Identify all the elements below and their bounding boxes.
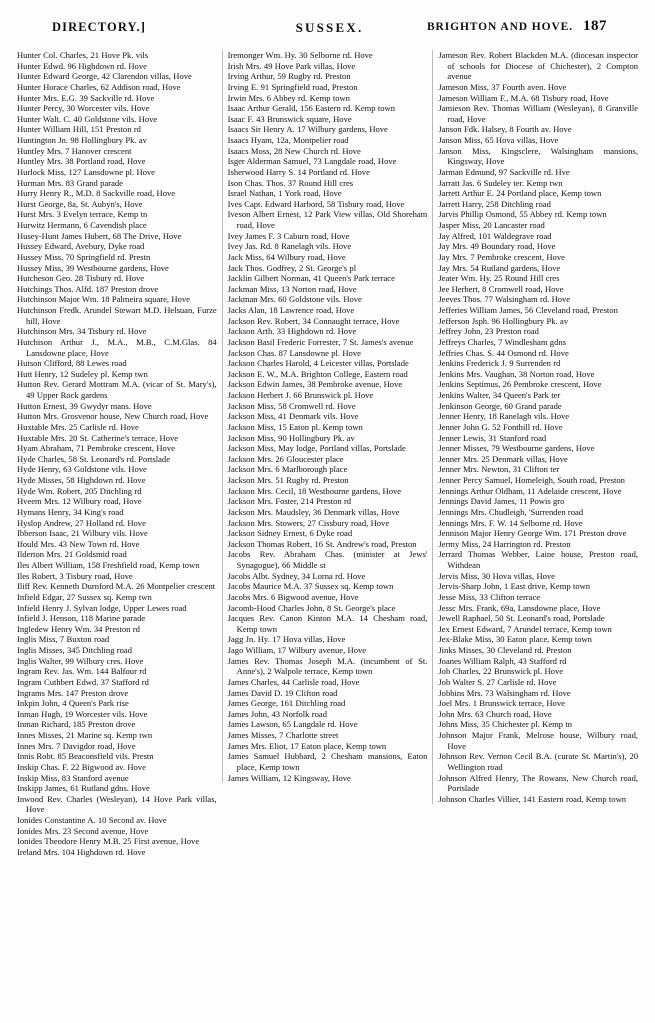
directory-entry: Jackman Miss, 13 Norton road, Hove <box>227 283 357 294</box>
directory-entry: Inskipp James, 61 Rutland gdns. Hove <box>17 783 150 794</box>
directory-entry: Jerrard Thomas Webber, Laine house, Preston road, Withdean <box>438 549 639 570</box>
directory-entry: Isaacs Moss, 28 New Church rd. Hove <box>227 145 361 156</box>
directory-entry: Johns Miss, 35 Chichester pl. Kemp tn <box>438 719 573 730</box>
directory-entry: Jenkins Walter, 34 Queen's Park ter <box>438 390 561 400</box>
directory-entry: Johnson Major Frank, Melrose house, Wilbury road, Hove <box>438 730 639 751</box>
directory-entry: Jenner John G. 52 Fonthill rd. Hove <box>438 421 563 432</box>
directory-entry: Hunter William Hill, 151 Preston rd <box>17 124 141 135</box>
directory-entry: Jay Mrs. 54 Rutland gardens, Hove <box>438 262 561 273</box>
directory-entry: Jenkins Septimus, 26 Pembroke crescent, Hove <box>438 379 602 390</box>
directory-entry: Jenner Percy Samuel, Homeleigh, South road, Preston <box>438 475 625 485</box>
directory-entry: Jacobs Albt. Sydney, 34 Lorna rd. Hove <box>227 570 366 581</box>
directory-entry: Hutchison Arthur J., M.A., M.B., C.M.Glas. 84 Lansdowne place, Hove <box>17 336 217 358</box>
directory-entry: Jefferson Jsph. 96 Hollingbury Pk. av <box>438 315 569 326</box>
directory-entry: Janson Fdk. Halsey, 8 Fourth av. Hove <box>438 124 572 135</box>
directory-entry: Huxtable Mrs. 20 St. Catherine's terrace, Hove <box>17 432 179 443</box>
directory-entry: Hutton Ernest, 39 Gwydyr mans. Hove <box>17 400 152 411</box>
directory-entry: Jinks Misses, 30 Cleveland rd. Preston <box>438 645 572 655</box>
directory-entry: James David D. 19 Clifton road <box>227 687 338 698</box>
directory-entry: Iles Albert William, 158 Freshfield road, Kemp town <box>17 560 200 570</box>
directory-entry: Jennings Mrs. Chudleigh, 'Surrenden road <box>438 506 584 517</box>
directory-entry: Ivey Jas. Rd. 8 Ranelagh vils. Hove <box>227 241 352 252</box>
directory-entry: Jacklin Gilbert Norman, 41 Queen's Park terrace <box>227 273 395 284</box>
directory-column-3 <box>432 50 643 804</box>
directory-entry: Inskip Chas. F. 22 Bigwood av. Hove <box>17 761 146 772</box>
directory-entry: Jackson Rev. Robert, 34 Connaught terrace, Hove <box>227 315 400 326</box>
directory-entry: Jay Mrs. 49 Boundary road, Hove <box>438 241 556 252</box>
directory-entry: Iliff Rev. Kenneth Durnford M.A. 26 Montpelier crescent <box>17 581 216 592</box>
directory-entry: Iremonger Wm. Hy. 30 Selborne rd. Hove <box>227 50 373 60</box>
directory-entry: Jackson Mrs. 51 Rugby rd. Preston <box>227 475 349 485</box>
directory-entry: Jex Ernest Edward, 7 Arundel terrace, Kemp town <box>438 623 612 634</box>
running-head-left: DIRECTORY.] <box>52 20 146 34</box>
directory-entry: Hurst Mrs. 3 Evelyn terrace, Kemp tn <box>17 209 148 220</box>
directory-entry: Ireland Mrs. 104 Highdown rd. Hove <box>17 846 146 857</box>
directory-entry: Jenner Henry, 18 Ranelagh vils. Hove <box>438 411 570 422</box>
column-container <box>12 50 643 1010</box>
directory-entry: Huntley Mrs. 38 Portland road, Hove <box>17 156 146 167</box>
directory-entry: Jackson Miss, May lodge, Portland villas, Portslade <box>227 443 406 454</box>
directory-entry: Jackson Mrs. Maudsley, 36 Denmark villas, Hove <box>227 506 400 517</box>
directory-entry: Hveem Mrs. 12 Wilbury road, Hove <box>17 496 142 507</box>
directory-entry: Inskip Miss, 83 Stanford avenue <box>17 772 129 783</box>
directory-entry: Jewell Raphael, 50 St. Leonard's road, Portslade <box>438 613 605 624</box>
directory-entry: Ionides Mrs. 23 Second avenue, Hove <box>17 825 149 836</box>
directory-entry: Hymans Henry, 34 King's road <box>17 506 124 517</box>
directory-entry: Jackman Mrs. 60 Goldstone vils. Hove <box>227 294 362 305</box>
directory-entry: Isaacs Sir Henry A. 17 Wilbury gardens, Hove <box>227 124 388 135</box>
directory-entry: Iles Robert, 3 Tisbury road, Hove <box>17 570 133 581</box>
directory-entry: Hutchinson Mrs. 34 Tisbury rd. Hove <box>17 326 147 337</box>
directory-entry: Jenkinson George, 60 Grand parade <box>438 400 562 411</box>
directory-entry: Johnson Charles Villier, 141 Eastern road, Kemp town <box>438 793 627 804</box>
directory-entry: Infield Edgar, 27 Sussex sq. Kemp twn <box>17 591 152 602</box>
directory-entry: Hunter Percy, 30 Worcester vils. Hove <box>17 103 150 114</box>
directory-entry: James George, 161 Ditchling road <box>227 698 346 709</box>
directory-entry: James Mrs. Eliot, 17 Eaton place, Kemp town <box>227 740 387 751</box>
directory-entry: Jay Alfred, 101 Waldegrave road <box>438 230 552 241</box>
directory-entry: Jacobs Rev. Abraham Chas. (minister at Jews' Synagogue), 66 Middle st <box>227 549 428 570</box>
running-head-right: BRIGHTON AND HOVE. <box>426 21 573 33</box>
directory-entry: Hunter Mrs. E.G. 39 Sackville rd. Hove <box>17 92 155 103</box>
directory-entry: James Samuel Hubbard, 2 Chesham mansions, Eaton place, Kemp town <box>227 751 428 772</box>
directory-entry: Hussey Edward, Avebury, Dyke road <box>17 241 145 252</box>
directory-entry: Jesse Miss, 33 Clifton terrace <box>438 591 541 602</box>
directory-entry: Hurry Henry R., M.D. 8 Sackville road, Hove <box>17 188 176 199</box>
directory-entry: Jack Miss, 64 Wilbury road, Hove <box>227 251 346 262</box>
directory-entry: Inman Richard, 185 Preston drove <box>17 719 136 730</box>
directory-entry: Ilderton Mrs. 21 Goldsmid road <box>17 549 127 560</box>
directory-entry: Jeater Wm. Hy. 25 Round Hill cres <box>438 273 560 284</box>
directory-entry: Jackson Mrs. 26 Gloucester place <box>227 453 344 464</box>
directory-entry: Jennings Mrs. F. W. 14 Selborne rd. Hove <box>438 517 583 528</box>
directory-entry: Jackson Mrs. 6 Marlborough place <box>227 464 348 475</box>
directory-entry: Janson Miss, 65 Hova villas, Hove <box>438 135 559 145</box>
directory-entry: Jarrett Arthur E. 24 Portland place, Kemp town <box>438 188 602 199</box>
directory-entry: Jeeves Thos. 77 Walsingham rd. Hove <box>438 294 571 305</box>
directory-entry: Isherwood Harry S. 14 Portland rd. Hove <box>227 166 370 177</box>
directory-entry: Johnson Alfred Henry, The Rowans, New Church road, Portslade <box>438 772 639 794</box>
directory-entry: Inman Hugh, 19 Worcester vils. Hove <box>17 708 148 719</box>
directory-entry: Hutton Mrs. Grosvenor house, New Church road, Hove <box>17 411 209 422</box>
directory-entry: Jameson William F., M.A. 68 Tisbury road, Hove <box>438 92 609 103</box>
directory-entry: Jameson Rev. Robert Blackden M.A. (diocesan inspector of schools for Diocese of Chichester), 2 Compton avenue <box>438 50 639 82</box>
directory-entry: Jarman Edmund, 97 Sackville rd. Hve <box>438 166 570 177</box>
directory-entry: Jarvis Phillip Osmond, 55 Abbey rd. Kemp town <box>438 209 607 220</box>
directory-entry: Jackson Mrs. Foster, 214 Preston rd <box>227 496 352 507</box>
directory-entry: Jee Herbert, 8 Cromwell road, Hove <box>438 283 564 294</box>
directory-entry: Jefferies William James, 56 Cleveland road, Preston <box>438 305 618 315</box>
directory-entry: Iveson Albert Ernest, 12 Park View villas, Old Shoreham road, Hove <box>227 209 428 230</box>
directory-entry: Jenner Lewis, 31 Stanford road <box>438 432 547 443</box>
directory-entry: Isaac F. 43 Brunswick square, Hove <box>227 113 352 124</box>
directory-entry: Ivey James F. 3 Caburn road, Hove <box>227 230 350 241</box>
directory-entry: Johnson Rev. Vernon Cecil B.A. (curate St. Martin's), 20 Wellington road <box>438 751 639 772</box>
directory-entry: Hussey Miss, 39 Westbourne gardens, Hove <box>17 262 169 273</box>
page-number: 187 <box>583 18 607 34</box>
directory-entry: Jagg Jn. Hy. 17 Hova villas, Hove <box>227 634 346 645</box>
directory-entry: Ingledew Henry Wm. 34 Preston rd <box>17 623 140 634</box>
directory-entry: Ibberson Isaac, 21 Wilbury vils. Hove <box>17 528 148 539</box>
directory-entry: Inwood Rev. Charles (Wesleyan), 14 Hove Park villas, Hove <box>17 793 217 815</box>
directory-entry: Janson Miss, Kingsclere, Walsingham mansions, Kingsway, Hove <box>438 145 639 167</box>
directory-entry: James Misses, 7 Charlotte street <box>227 730 339 740</box>
directory-entry: Hunter Col. Charles, 21 Hove Pk. vils <box>17 50 149 60</box>
directory-entry: Jackson Miss, 15 Eaton pl. Kemp town <box>227 421 363 432</box>
directory-entry: Hutson Clifford, 88 Lewes road <box>17 358 127 369</box>
directory-entry: Jervis Miss, 30 Hova villas, Hove <box>438 570 555 581</box>
directory-entry: Hutcheson Geo. 28 Tisbury rd. Hove <box>17 273 145 284</box>
directory-entry: Hutchinson Major Wm. 18 Palmeira square, Hove <box>17 294 190 305</box>
directory-entry: Inkpin John, 4 Queen's Park rise <box>17 698 129 709</box>
directory-entry: Innis Robt. 85 Beaconsfield vils. Prestn <box>17 751 154 762</box>
directory-entry: James Rev. Thomas Joseph M.A. (incumbent of St. Anne's), 2 Walpole terrace, Kemp town <box>227 655 428 677</box>
directory-entry: Jenner Mrs. 25 Denmark villas, Hove <box>438 453 568 464</box>
directory-entry: Jackson Miss, 58 Cromwell rd. Hove <box>227 400 356 411</box>
directory-entry: Huxtable Mrs. 25 Carlisle rd. Hove <box>17 421 139 432</box>
directory-entry: Ison Chas. Thos. 37 Round Hill cres <box>227 177 354 188</box>
directory-entry: Ives Capt. Edward Harbord, 58 Tisbury road, Hove <box>227 198 405 209</box>
directory-entry: Israel Nathan, 1 York road, Hove <box>227 188 342 199</box>
running-head-center: SUSSEX. <box>295 20 364 35</box>
directory-entry: James Charles, 44 Carlisle road, Hove <box>227 676 360 687</box>
directory-entry: Jobbins Mrs. 73 Walsingham rd. Hove <box>438 687 571 698</box>
directory-entry: Hutton Rev. Gerard Mottram M.A. (vicar of St. Mary's), 49 Upper Rock gardens <box>17 379 217 400</box>
directory-entry: Jack Thos. Godfrey, 2 St. George's pl <box>227 262 357 273</box>
directory-entry: Jackson Herbert J. 66 Brunswick pl. Hove <box>227 390 374 400</box>
directory-entry: Inglis Miss, 7 Buxton road <box>17 634 110 645</box>
directory-column-2 <box>222 50 433 783</box>
directory-entry: Infield Henry J. Sylvan lodge, Upper Lewes road <box>17 602 187 613</box>
directory-entry: Jarrett Harry, 258 Ditchling road <box>438 198 551 209</box>
directory-entry: Jervis-Sharp John, 1 East drive, Kemp town <box>438 581 591 592</box>
directory-entry: Irish Mrs. 49 Hove Park villas, Hove <box>227 60 356 71</box>
directory-entry: Jeffreys Charles, 7 Windlesham gdns <box>438 336 566 347</box>
directory-entry: Jacobs Maurice M.A. 37 Sussex sq. Kemp town <box>227 581 394 592</box>
directory-entry: Huntley Mrs. 7 Hanover crescent <box>17 145 132 156</box>
directory-entry: Jackson Mrs. Cecil, 18 Westbourne gardens, Hove <box>227 485 402 496</box>
directory-entry: Ingram Rev. Jas. Wm. 144 Balfour rd <box>17 666 147 677</box>
directory-column-1 <box>12 50 222 858</box>
directory-entry: Hutchinson Fredk. Arundel Stewart M.D. Helsuan, Furze hill, Hove <box>17 305 217 326</box>
directory-entry: Jackson Basil Frederic Forrester, 7 St. James's avenue <box>227 336 414 347</box>
directory-entry: Jackson Mrs. Stowers, 27 Cissbury road, Hove <box>227 517 390 528</box>
directory-entry: Jago William, 17 Wilbury avenue, Hove <box>227 645 367 655</box>
directory-entry: Infield J. Henson, 118 Marine parade <box>17 613 146 624</box>
directory-entry: Isaac Arthur Gerald, 156 Eastern rd. Kemp town <box>227 103 395 114</box>
directory-entry: Jermy Miss, 24 Harrington rd. Preston <box>438 538 571 549</box>
directory-entry: Jeffrey John, 23 Preston road <box>438 326 539 337</box>
directory-entry: Jacomb-Hood Charles John, 8 St. George's place <box>227 602 396 613</box>
directory-entry: Inglis Misses, 345 Ditchling road <box>17 645 132 655</box>
directory-entry: Huntington Jn. 98 Hollingbury Pk. av <box>17 135 147 145</box>
directory-entry: Hyde Charles, 58 St. Leonard's rd. Portslade <box>17 453 170 464</box>
directory-entry: Irwin Mrs. 6 Abbey rd. Kemp town <box>227 92 350 103</box>
directory-entry: Jenner Mrs. Newton, 31 Clifton ter <box>438 464 560 475</box>
directory-entry: Irving E. 91 Springfield road, Preston <box>227 81 358 92</box>
directory-entry: Hurwitz Hermann, 6 Cavendish place <box>17 220 147 230</box>
directory-entry: Inglis Walter, 99 Wilbury cres. Hove <box>17 655 144 666</box>
directory-entry: Hunter Edward George, 42 Clarendon villas, Hove <box>17 71 192 82</box>
directory-entry: Jackson Edwin James, 38 Pembroke avenue, Hove <box>227 379 403 390</box>
directory-entry: Hurlock Miss, 127 Lansdowne pl. Hove <box>17 166 155 177</box>
directory-entry: Jennings David James, 11 Powis gro <box>438 496 565 507</box>
directory-entry: Hunter Walt. C. 40 Goldstone vils. Hove <box>17 113 158 124</box>
directory-entry: Ionides Theodore Henry M.B. 25 First avenue, Hove <box>17 836 200 847</box>
directory-entry: Hyde Wm. Robert, 205 Ditchling rd <box>17 485 142 496</box>
directory-entry: Jennings Arthur Oldham, 11 Adelaide crescent, Hove <box>438 485 622 496</box>
directory-entry: Jackson Chas. 87 Lansdowne pl. Hove <box>227 347 361 358</box>
directory-entry: Ingrams Mrs. 147 Preston drove <box>17 687 129 698</box>
directory-entry: Jeffries Chas. S. 44 Osmond rd. Hove <box>438 347 569 358</box>
directory-entry: Hutt Henry, 12 Sudeley pl. Kemp twn <box>17 368 148 379</box>
directory-entry: James William, 12 Kingsway, Hove <box>227 772 351 783</box>
directory-entry: Jameson Miss, 37 Fourth aven. Hove <box>438 81 567 92</box>
directory-entry: James Lawson, 65 Langdale rd. Hove <box>227 719 358 730</box>
directory-entry: Jacobs Mrs. 6 Bigwood avenue, Hove <box>227 591 359 602</box>
directory-entry: Hyam Abraham, 71 Pembroke crescent, Hove <box>17 443 175 454</box>
directory-entry: Hussey Miss, 70 Springfield rd. Prestn <box>17 251 151 262</box>
directory-entry: Jackson Miss, 90 Hollingbury Pk. av <box>227 432 355 443</box>
directory-entry: Jackson E. W., M.A. Brighton College, Eastern road <box>227 368 408 379</box>
directory-entry: Jessc Mrs. Frank, 69a, Lansdowne place, Hove <box>438 602 601 613</box>
directory-entry: Hyde Henry, 63 Goldstone vils. Hove <box>17 464 147 475</box>
directory-entry: Jenkins Frederick J. 9 Surrenden rd <box>438 358 561 369</box>
directory-entry: Hyde Misses, 58 Highdown rd. Hove <box>17 475 146 485</box>
directory-entry: Hunter Horace Charles, 62 Addison road, Hove <box>17 81 181 92</box>
directory-entry: Job Walter S. 27 Carlisle rd. Hove <box>438 676 557 687</box>
directory-entry: Job Charles, 22 Brunswick pl. Hove <box>438 666 564 677</box>
directory-entry: Innes Mrs. 7 Davigdor road, Hove <box>17 740 136 751</box>
directory-entry: Jackson Sidney Ernest, 6 Dyke road <box>227 528 353 539</box>
directory-entry: James John, 43 Norfolk road <box>227 708 327 719</box>
directory-entry: Jarratt Jas. 6 Sudeley ter. Kemp twn <box>438 177 563 188</box>
directory-entry: John Mrs. 63 Church road, Hove <box>438 708 552 719</box>
directory-entry: Isaacs Hyam, 12a, Montpelier road <box>227 135 349 145</box>
directory-entry: Ifould Mrs. 43 New Town rd. Hove <box>17 538 140 549</box>
directory-entry: Jackson Thomas Robert, 16 St. Andrew's road, Preston <box>227 538 417 549</box>
directory-entry: Jacks Alan, 18 Lawrence road, Hove <box>227 305 355 315</box>
directory-entry: Jay Mrs. 7 Pembroke crescent, Hove <box>438 251 565 262</box>
directory-entry: Jamieson Rev. Thomas William (Wesleyan), 8 Granville road, Hove <box>438 103 639 124</box>
directory-entry: Jex-Blake Miss, 30 Eaton place, Kemp town <box>438 634 592 645</box>
directory-entry: Irving Arthur, 59 Rugby rd. Preston <box>227 71 351 82</box>
directory-entry: Jenner Misses, 79 Westbourne gardens, Hove <box>438 443 595 454</box>
directory-entry: Hutchings Thos. Alfd. 187 Preston drove <box>17 283 159 294</box>
directory-entry: Jenkins Mrs. Vaughan, 38 Norton road, Hove <box>438 368 595 379</box>
directory-entry: Hurman Mrs. 83 Grand parade <box>17 177 123 188</box>
directory-entry: Hurst George, 8a, St. Aubyn's, Hove <box>17 198 143 209</box>
directory-entry: Husey-Hunt James Hubert, 68 The Drive, Hove <box>17 230 182 241</box>
directory-entry: Ionides Constantine A. 10 Second av. Hove <box>17 815 167 825</box>
directory-entry: Joel Mrs. 1 Brunswick terrace, Hove <box>438 698 565 709</box>
directory-entry: Joanes William Ralph, 43 Stafford rd <box>438 655 567 666</box>
directory-entry: Jasper Miss, 20 Lancaster road <box>438 220 545 230</box>
directory-entry: Hunter Edwd. 96 Highdown rd. Hove <box>17 60 147 71</box>
directory-entry: Jackson Arth. 33 Highdown rd. Hove <box>227 326 357 337</box>
directory-entry: Jacques Rev. Canon Kinton M.A. 14 Chesham road, Kemp town <box>227 613 428 634</box>
running-head <box>52 18 607 44</box>
directory-entry: Jackson Charles Harold, 4 Leicester villas, Portslade <box>227 358 409 369</box>
directory-entry: Isger Alderman Samuel, 73 Langdale road, Hove <box>227 156 397 167</box>
directory-entry: Hyslop Andrew, 27 Holland rd. Hove <box>17 517 146 528</box>
directory-entry: Innes Misses, 21 Marine sq. Kemp twn <box>17 730 153 740</box>
directory-entry: Jackson Miss, 41 Denmark vils. Hove <box>227 411 359 422</box>
directory-entry: Ingram Cuthbert Edwd. 37 Stafford rd <box>17 676 149 687</box>
directory-entry: Jennison Major Henry George Wm. 171 Preston drove <box>438 528 627 539</box>
